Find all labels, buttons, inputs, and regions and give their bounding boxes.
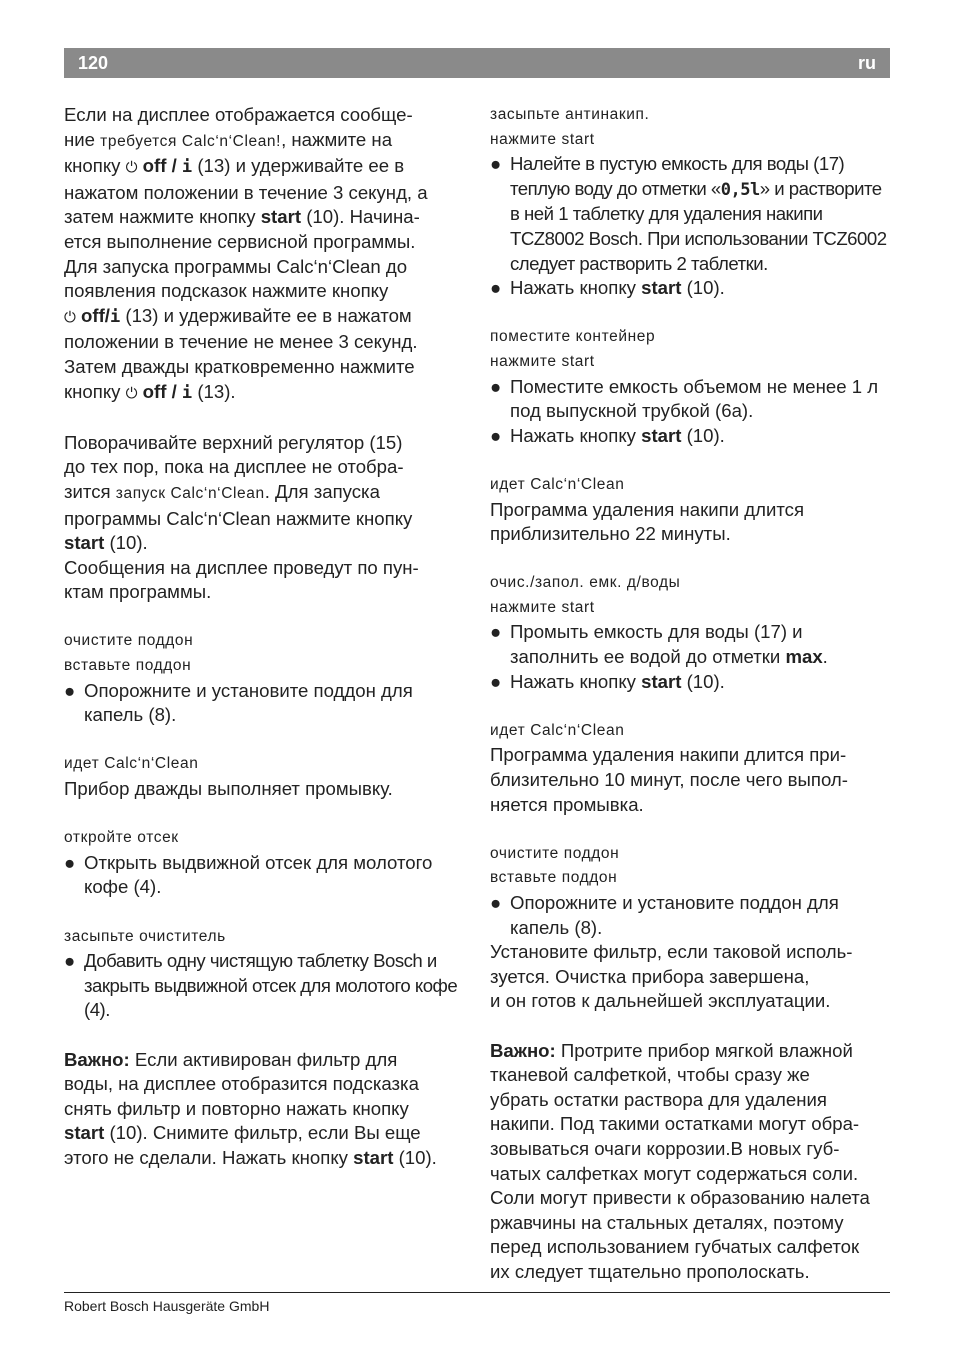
paragraph-rotate: Поворачивайте верхний регулятор (15) до тех пор, пока на дисплее не отобра- зится запуск Calc‘n‘Clean. Для запуска программы Calc‘n‘Clean нажмите кнопку start (10). Сообщения на дисплее проведут по пун- ктам программы. bbox=[64, 431, 419, 603]
display-message: вставьте поддон bbox=[490, 869, 618, 887]
right-column bbox=[490, 103, 895, 1285]
power-icon: ⏻ bbox=[125, 159, 138, 177]
list-item: ● Опорожните и установите поддон для капель (8). bbox=[490, 892, 839, 938]
list-item: ● Нажать кнопку start (10). bbox=[490, 424, 725, 446]
page-number: 120 bbox=[78, 53, 109, 73]
list-item: ● Открыть выдвижной отсек для молотого кофе (4). bbox=[64, 851, 433, 898]
display-message: идет Calc‘n‘Clean bbox=[490, 475, 625, 493]
info-icon: i bbox=[109, 306, 121, 327]
footer-company: Robert Bosch Hausgeräte GmbH bbox=[64, 1298, 270, 1314]
left-column bbox=[64, 103, 464, 1171]
display-message: нажмите start bbox=[490, 130, 595, 148]
display-message: нажмите start bbox=[490, 352, 595, 370]
list-item: ● Налейте в пустую емкость для воды (17) теплую воду до отметки «0,5l» и растворите в ней 1 таблетку для удаления накипи TCZ8002 Bosch. При использовании TCZ6002 следует растворить 2 таблетки. bbox=[490, 153, 887, 274]
display-message: откройте отсек bbox=[64, 829, 179, 847]
section-text: Установите фильтр, если таковой исполь- зуется. Очистка прибора завершена, и он готов к дальнейшей эксплуатации. bbox=[490, 941, 853, 1012]
display-message: очистите поддон bbox=[64, 632, 194, 650]
list-item: ● Добавить одну чистящую таблетку Bosch и закрыть выдвижной отсек для молотого кофе (4). bbox=[64, 950, 458, 1021]
display-message: вставьте поддон bbox=[64, 657, 192, 675]
important-note: Важно: Протрите прибор мягкой влажной тканевой салфеткой, чтобы сразу же убрать остатки раствора для удаления накипи. Под такими остатками могут обра- зовываться очаги коррозии.В новых губ- чатых салфетках могут содержаться соли. Соли могут привести к образованию налета ржавчины на стальных деталях, поэтому перед использованием губчатых салфеток их следует тщательно прополоскать. bbox=[490, 1039, 870, 1282]
info-icon: i bbox=[181, 157, 193, 178]
intro-paragraph: Если на дисплее отображается сообще- ние требуется Calc‘n‘Clean!, нажмите на кнопку ⏻ off / i (13) и удерживайте ее в нажатом положении в течение 3 секунд, а затем нажмите кнопку start (10). Начина- ется выполнение сервисной программы. Для запуска программы Calc‘n‘Clean до появления подсказок нажмите кнопку ⏻ off/i (13) и удерживайте ее в нажатом положении в течение не менее 3 секунд. Затем дважды кратковременно нажмите кнопку ⏻ off / i (13). bbox=[64, 104, 428, 403]
list-item: ● Нажать кнопку start (10). bbox=[490, 670, 725, 692]
section-text: Прибор дважды выполняет промывку. bbox=[64, 778, 393, 800]
display-message: нажмите start bbox=[490, 598, 595, 616]
footer-divider bbox=[64, 1292, 890, 1293]
list-item: ● Нажать кнопку start (10). bbox=[490, 277, 725, 299]
display-message: идет Calc‘n‘Clean bbox=[64, 755, 199, 773]
power-icon: ⏻ bbox=[125, 384, 138, 402]
info-icon: i bbox=[181, 382, 193, 403]
display-message: засыпьте антинакип. bbox=[490, 106, 650, 123]
display-message: идет Calc‘n‘Clean bbox=[490, 721, 625, 739]
display-message: засыпьте очиститель bbox=[64, 927, 226, 945]
list-item: ● Промыть емкость для воды (17) и заполнить ее водой до отметки max. bbox=[490, 621, 828, 668]
list-item: ● Опорожните и установите поддон для капель (8). bbox=[64, 679, 413, 726]
display-message: очис./запол. емк. д/воды bbox=[490, 574, 681, 592]
section-text: Программа удаления накипи длится приблизительно 22 минуты. bbox=[490, 498, 805, 545]
page-header bbox=[64, 48, 890, 78]
display-message: очистите поддон bbox=[490, 844, 620, 862]
display-message: поместите контейнер bbox=[490, 328, 656, 346]
important-note: Важно: Если активирован фильтр для воды, на дисплее отобразится подсказка снять фильтр и повторно нажать кнопку start (10). Снимите фильтр, если Вы еще этого не сделали. Нажать кнопку start (10). bbox=[64, 1048, 437, 1168]
section-text: Программа удаления накипи длится при- близительно 10 минут, после чего выпол- няется промывка. bbox=[490, 744, 848, 815]
power-icon: ⏻ bbox=[64, 308, 76, 326]
language-code: ru bbox=[858, 53, 876, 73]
list-item: ● Поместите емкость объемом не менее 1 л под выпускной трубкой (6а). bbox=[490, 375, 879, 422]
